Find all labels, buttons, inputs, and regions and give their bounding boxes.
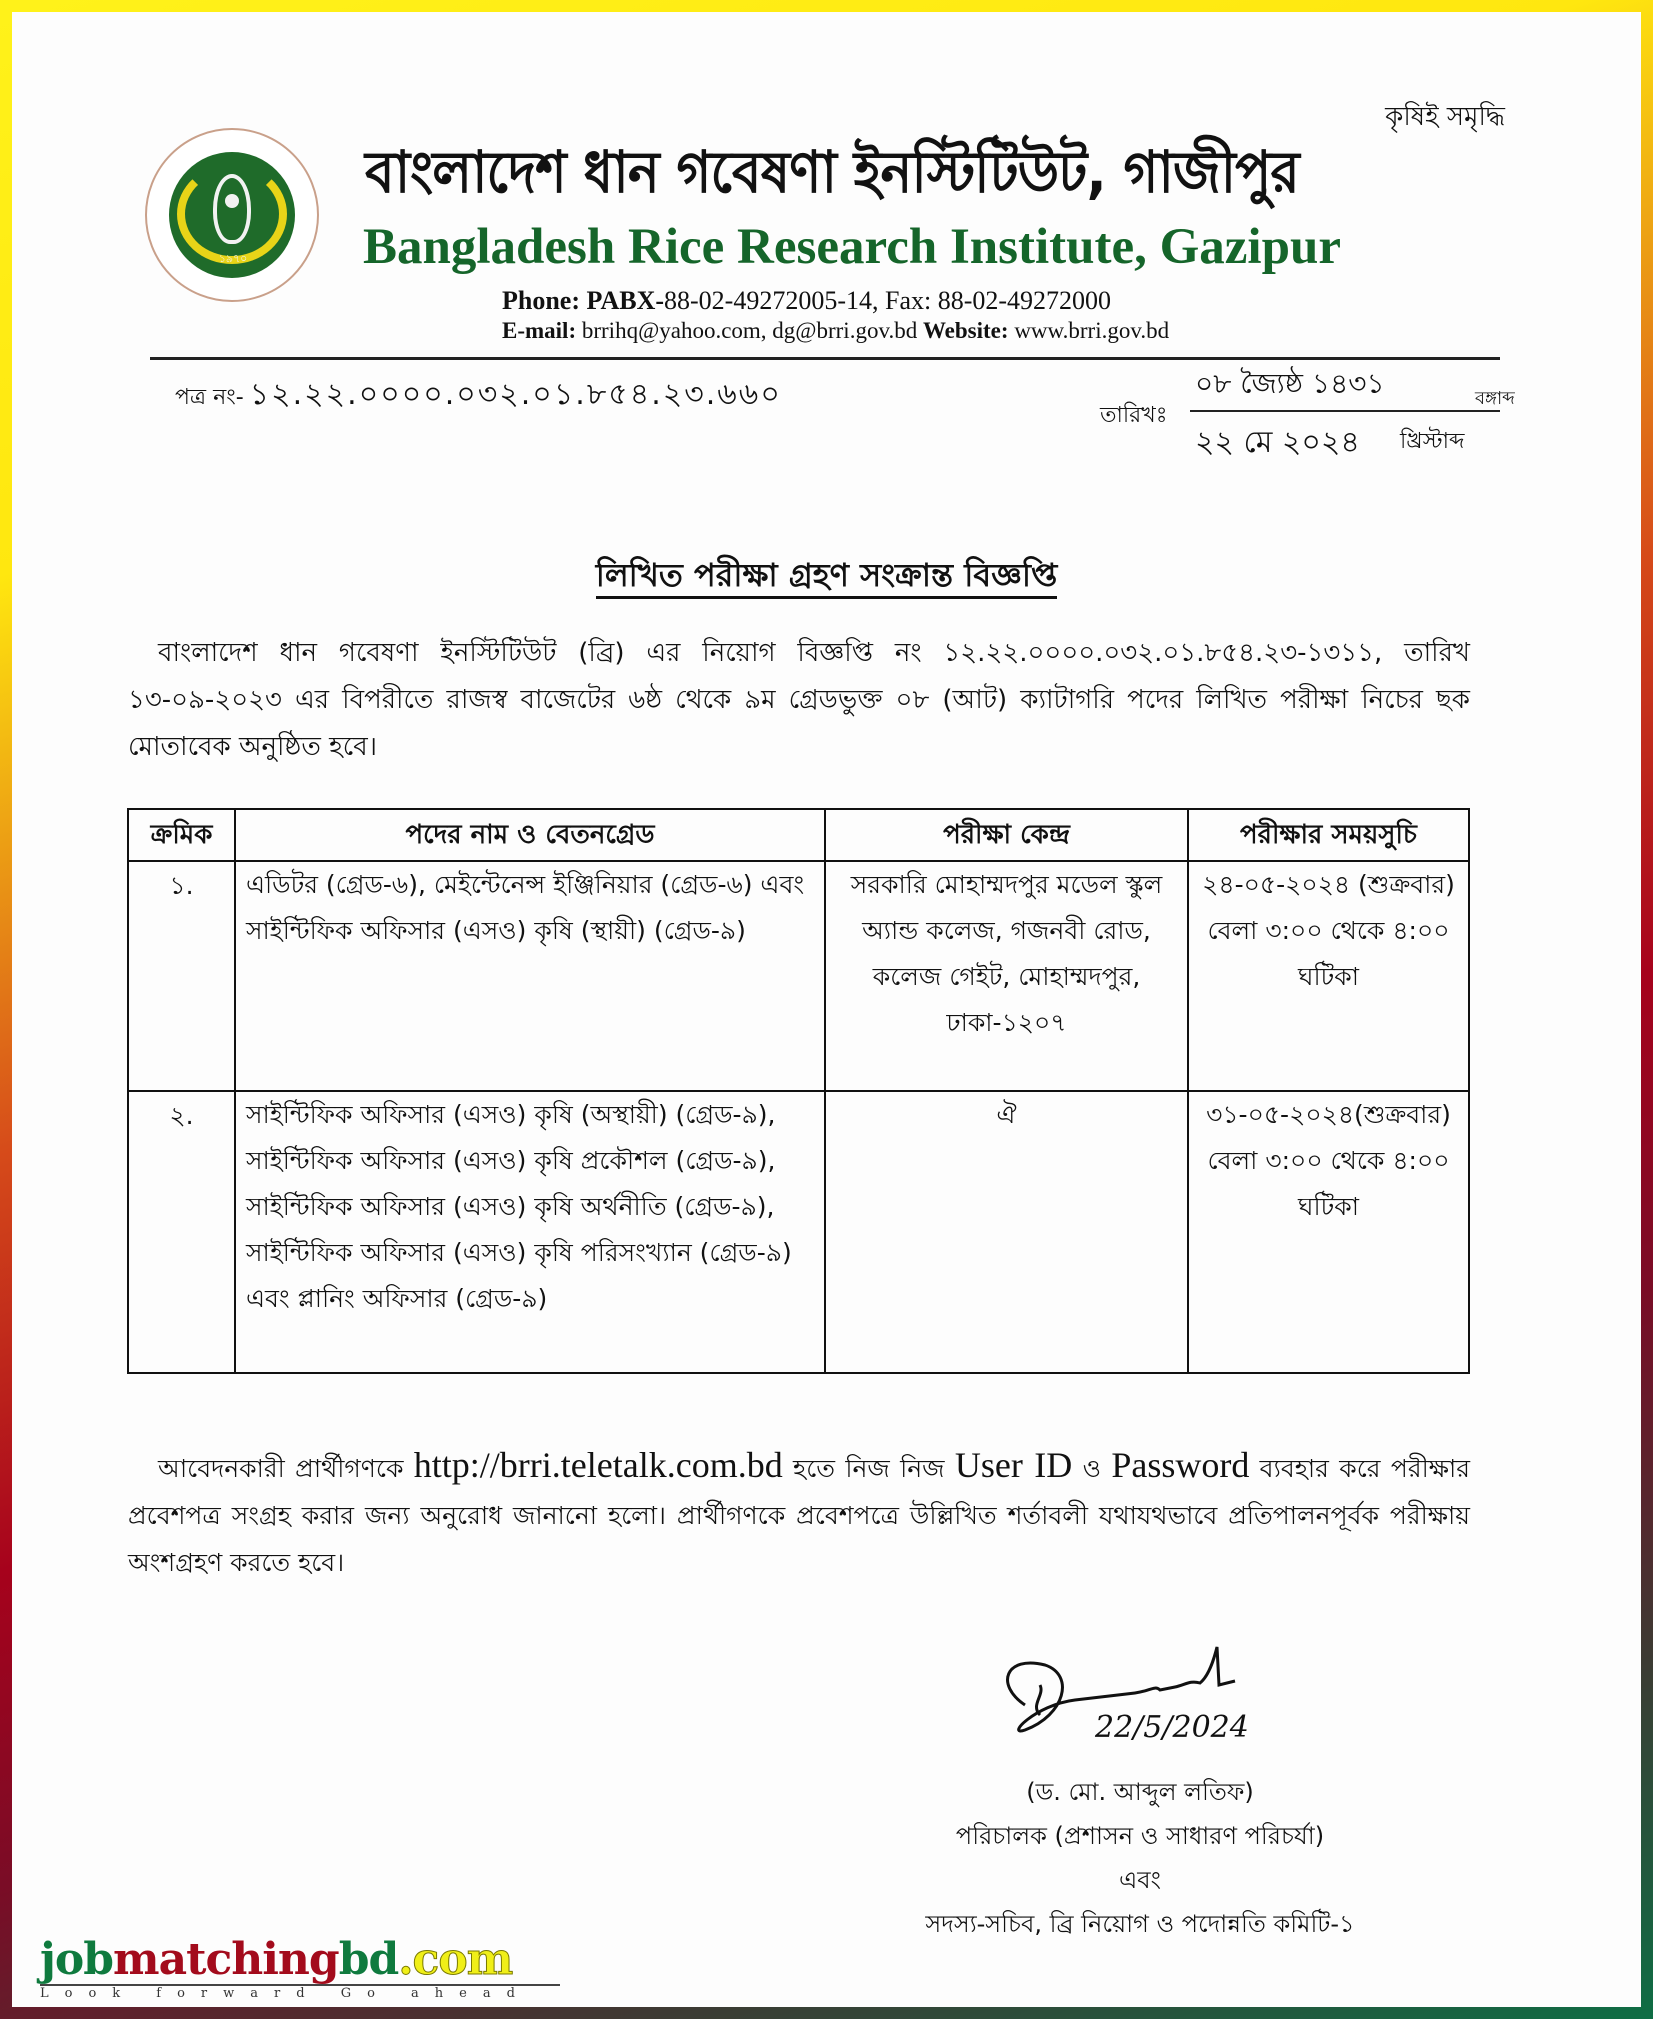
- email-label: E-mail:: [502, 318, 582, 343]
- schedule-time: বেলা ৩:০০ থেকে ৪:০০ ঘটিকা: [1207, 1146, 1450, 1221]
- phone-label: Phone: PABX-: [502, 286, 665, 315]
- signatory-name: (ড. মো. আব্দুল লতিফ): [1026, 1778, 1254, 1806]
- table-row: [128, 1091, 1469, 1373]
- cell-serial: ১.: [128, 861, 235, 1091]
- notice-intro: বাংলাদেশ ধান গবেষণা ইনস্টিটিউট (ব্রি) এর নিয়োগ বিজ্ঞপ্তি নং ১২.২২.০০০০.০৩২.০১.৮৫৪.২৩-১৩১১, তারিখ ১৩-০৯-২০২৩ এর বিপরীতে রাজস্ব বাজেটের ৬ষ্ঠ থেকে ৯ম গ্রেডভুক্ত ০৮ (আট) ক্যাটাগরি পদের লিখিত পরীক্ষা নিচের ছক মোতাবেক অনুষ্ঠিত হবে।: [128, 638, 1470, 762]
- date-bangla-suffix: বঙ্গাব্দ: [1475, 388, 1515, 409]
- closing-text: আবেদনকারী প্রার্থীগণকে: [158, 1454, 414, 1483]
- phone-value: 88-02-49272005-14,: [664, 286, 885, 315]
- date-gregorian-suffix: খ্রিস্টাব্দ: [1400, 429, 1465, 454]
- memo-number: [175, 370, 782, 421]
- fax-value: 88-02-49272000: [937, 286, 1112, 315]
- signature-date: 22/5/2024: [1095, 1710, 1249, 1745]
- cell-schedule: [1188, 861, 1469, 1091]
- date-gregorian: ২২ মে ২০২৪: [1195, 425, 1360, 460]
- admit-card-link[interactable]: http://brri.teletalk.com.bd: [413, 1445, 783, 1485]
- exam-schedule-table: [127, 808, 1470, 1374]
- brri-logo: [145, 128, 319, 302]
- password-text: Password: [1111, 1445, 1250, 1485]
- closing-paragraph: [128, 1442, 1470, 1586]
- header-divider: [150, 357, 1500, 360]
- cell-center: ঐ: [825, 1091, 1188, 1373]
- table-row: [128, 861, 1469, 1091]
- signatory-designation-2: সদস্য-সচিব, ব্রি নিয়োগ ও পদোন্নতি কমিটি-১: [925, 1910, 1355, 1938]
- schedule-date: ৩১-০৫-২০২৪(শুক্রবার): [1206, 1100, 1451, 1129]
- contact-email-line: [502, 318, 1169, 344]
- date-divider: [1190, 410, 1500, 412]
- date-bangla: ০৮ জ্যৈষ্ঠ ১৪৩১: [1195, 367, 1385, 400]
- logo-rice-grain-icon: [213, 174, 251, 244]
- cell-posts: এডিটর (গ্রেড-৬), মেইন্টেনেন্স ইঞ্জিনিয়ার (গ্রেড-৬) এবং সাইন্টিফিক অফিসার (এসও) কৃষি (স্থায়ী) (গ্রেড-৯): [235, 861, 825, 1091]
- fax-label: Fax:: [885, 286, 938, 315]
- table-header-row: [128, 809, 1469, 861]
- institute-title-en: Bangladesh Rice Research Institute, Gazipur: [363, 219, 1341, 275]
- closing-text: ও: [1072, 1454, 1112, 1483]
- website-value: www.brri.gov.bd: [1014, 318, 1170, 343]
- contact-phone-line: [502, 286, 1111, 316]
- schedule-date: ২৪-০৫-২০২৪ (শুক্রবার): [1202, 870, 1455, 899]
- date-label: তারিখঃ: [1100, 403, 1168, 428]
- website-label: Website:: [922, 318, 1015, 343]
- cell-serial: ২.: [128, 1091, 235, 1373]
- institute-title-bn: বাংলাদেশ ধান গবেষণা ইনস্টিটিউট, গাজীপুর: [365, 138, 1299, 206]
- header-post: পদের নাম ও বেতনগ্রেড: [235, 809, 825, 861]
- jobmatchingbd-watermark: [40, 1934, 560, 2001]
- header-serial: ক্রমিক: [128, 809, 235, 861]
- schedule-time: বেলা ৩:০০ থেকে ৪:০০ ঘটিকা: [1207, 916, 1450, 991]
- logo-year: ১৯৭০: [218, 252, 248, 265]
- watermark-logo-text: jobmatchingbd.com: [40, 1934, 513, 1985]
- closing-text: ব্যবহার করে পরীক্ষার প্রবেশপত্র সংগ্রহ করার জন্য অনুরোধ জানানো হলো। প্রার্থীগণকে প্রবেশপত্রে উল্লিখিত শর্তাবলী যথাযথভাবে প্রতিপালনপূর্বক পরীক্ষায় অংশগ্রহণ করতে হবে।: [128, 1454, 1470, 1577]
- notice-title: [0, 550, 1653, 604]
- watermark-tagline: Look forward Go ahead: [40, 1986, 531, 2001]
- closing-text: হতে নিজ নিজ: [782, 1454, 955, 1483]
- memo-label: পত্র নং-: [175, 385, 244, 410]
- header-schedule: পরীক্ষার সময়সুচি: [1188, 809, 1469, 861]
- notice-title-text: লিখিত পরীক্ষা গ্রহণ সংক্রান্ত বিজ্ঞপ্তি: [596, 556, 1058, 599]
- user-id-text: User ID: [954, 1445, 1073, 1485]
- signatory-block: [780, 1770, 1500, 1946]
- date-block: [1100, 362, 1515, 462]
- signatory-designation: পরিচালক (প্রশাসন ও সাধারণ পরিচর্যা): [955, 1822, 1325, 1850]
- header-center: পরীক্ষা কেন্দ্র: [825, 809, 1188, 861]
- signatory-conjunction: এবং: [1119, 1866, 1161, 1894]
- email-value: brrihq@yahoo.com, dg@brri.gov.bd: [581, 318, 923, 343]
- cell-center: সরকারি মোহাম্মদপুর মডেল স্কুল অ্যান্ড কলেজ, গজনবী রোড, কলেজ গেইট, মোহাম্মদপুর, ঢাকা-১২০৭: [825, 861, 1188, 1091]
- motto: কৃষিই সমৃদ্ধি: [1385, 102, 1505, 132]
- memo-value: ১২.২২.০০০০.০৩২.০১.৮৫৪.২৩.৬৬০: [249, 377, 782, 412]
- cell-posts: সাইন্টিফিক অফিসার (এসও) কৃষি (অস্থায়ী) (গ্রেড-৯), সাইন্টিফিক অফিসার (এসও) কৃষি প্রকৌশল (গ্রেড-৯), সাইন্টিফিক অফিসার (এসও) কৃষি অর্থনীতি (গ্রেড-৯), সাইন্টিফিক অফিসার (এসও) কৃষি পরিসংখ্যান (গ্রেড-৯) এবং প্লানিং অফিসার (গ্রেড-৯): [235, 1091, 825, 1373]
- cell-schedule: [1188, 1091, 1469, 1373]
